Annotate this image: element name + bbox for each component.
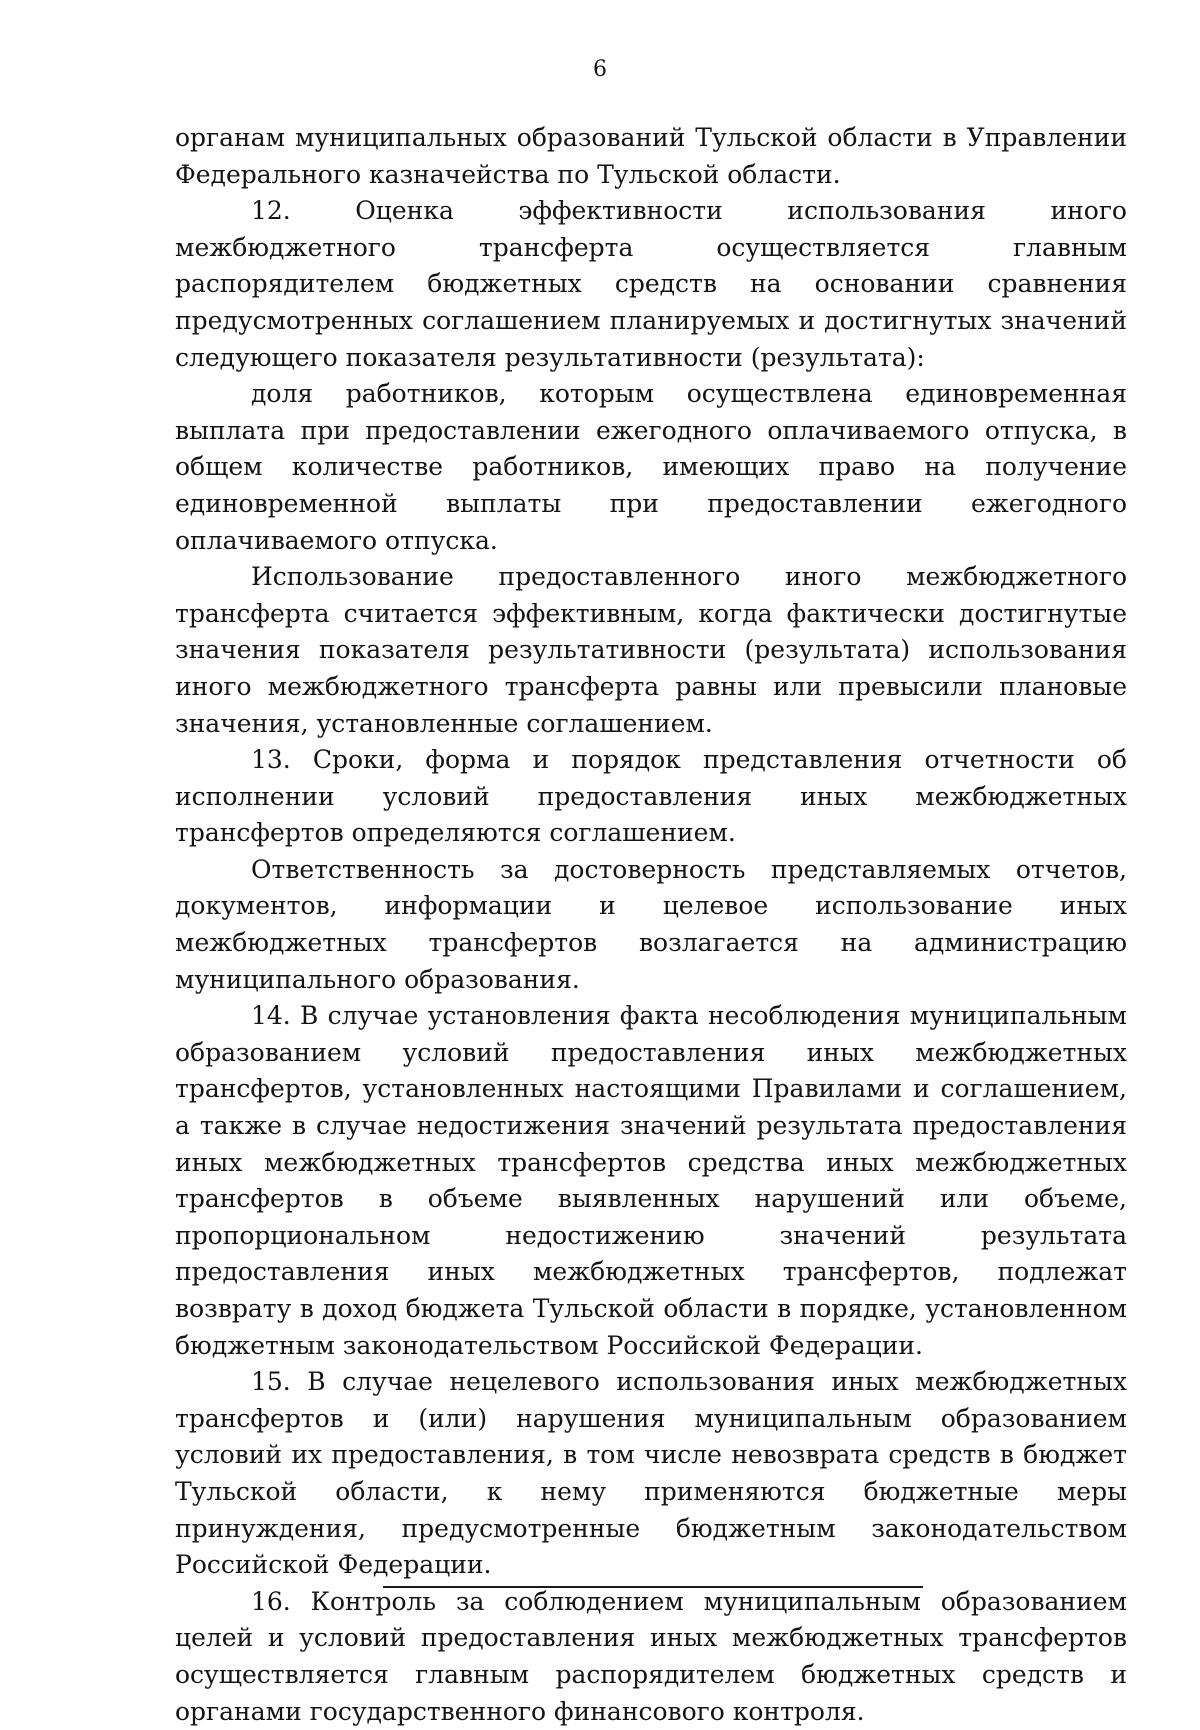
paragraph-item-15: 15. В случае нецелевого использования иных межбюджетных трансфертов и (или) нарушения муниципальным образованием условий их предоставления, в том числе невозврата средств в бюджет Тульской области, к нему применяются бюджетные меры принуждения, предусмотренные бюджетным законодательством Российской Федерации.	[175, 1367, 1127, 1580]
page-number: 6	[593, 57, 607, 82]
paragraph-responsibility: Ответственность за достоверность представляемых отчетов, документов, информации и целевое использование иных межбюджетных трансфертов возлагается на администрацию муниципального образования.	[175, 854, 1127, 994]
paragraph-continuation: органам муниципальных образований Тульской области в Управлении Федерального казначейства по Тульской области.	[175, 123, 1127, 189]
paragraph-item-14: 14. В случае установления факта несоблюдения муниципальным образованием условий предоставления иных межбюджетных трансфертов, установленных настоящими Правилами и соглашением, а также в случае недостижения значений результата предоставления иных межбюджетных трансфертов средства иных межбюджетных трансфертов в объеме выявленных нарушений или объеме, пропорциональном недостижению значений результата предоставления иных межбюджетных трансфертов, подлежат возврату в доход бюджета Тульской области в порядке, установленном бюджетным законодательством Российской Федерации.	[175, 1001, 1127, 1360]
paragraph-item-13: 13. Сроки, форма и порядок представления отчетности об исполнении условий предоставления иных межбюджетных трансфертов определяются соглашением.	[175, 745, 1127, 848]
end-of-document-rule	[383, 1586, 923, 1588]
paragraph-indicator: доля работников, которым осуществлена единовременная выплата при предоставлении ежегодного оплачиваемого отпуска, в общем количестве работников, имеющих право на получение единовременной выплаты при предоставлении ежегодного оплачиваемого отпуска.	[175, 379, 1127, 555]
paragraph-item-16: 16. Контроль за соблюдением муниципальным образованием целей и условий предоставления иных межбюджетных трансфертов осуществляется главным распорядителем бюджетных средств и органами государственного финансового контроля.	[175, 1586, 1127, 1726]
document-body	[175, 120, 1127, 1730]
paragraph-efficiency: Использование предоставленного иного межбюджетного трансферта считается эффективным, когда фактически достигнутые значения показателя результативности (результата) использования иного межбюджетного трансферта равны или превысили плановые значения, установленные соглашением.	[175, 562, 1127, 738]
paragraph-item-12: 12. Оценка эффективности использования иного межбюджетного трансферта осуществляется главным распорядителем бюджетных средств на основании сравнения предусмотренных соглашением планируемых и достигнутых значений следующего показателя результативности (результата):	[175, 196, 1127, 372]
